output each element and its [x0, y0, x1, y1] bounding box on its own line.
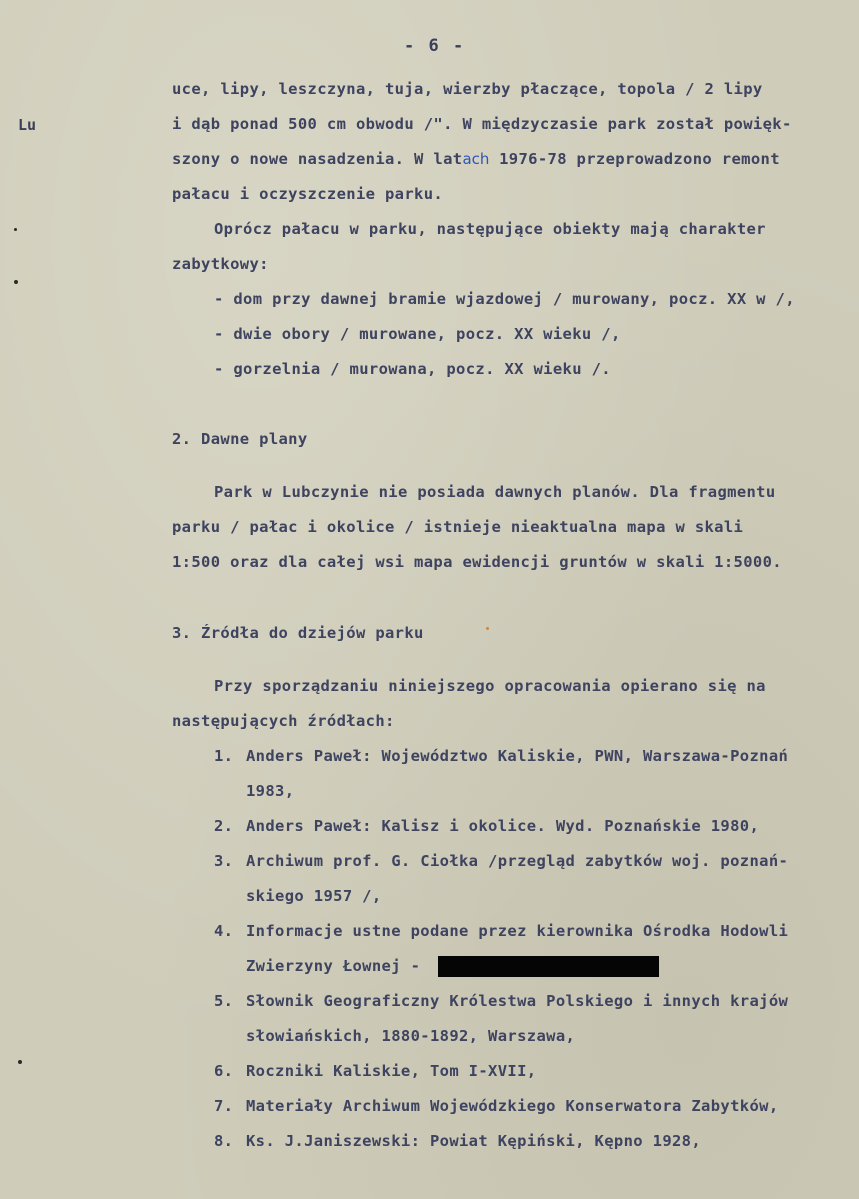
text-line: następujących źródłach: — [172, 712, 395, 730]
list-item: - gorzelnia / murowana, pocz. XX wieku /. — [214, 360, 611, 378]
text-line: pałacu i oczyszczenie parku. — [172, 185, 444, 203]
source-line: Roczniki Kaliskie, Tom I-XVII, — [246, 1062, 537, 1080]
source-line: Słownik Geograficzny Królestwa Polskiego i innych krajów — [246, 992, 789, 1010]
redaction-bar — [438, 956, 659, 977]
text-segment: szony o nowe nasadzenia. W lat — [172, 150, 463, 168]
text-line: zabytkowy: — [172, 255, 269, 273]
source-line: Materiały Archiwum Wojewódzkiego Konserwatora Zabytków, — [246, 1097, 779, 1115]
source-number: 8. — [214, 1132, 234, 1150]
page-number: - 6 - — [404, 36, 466, 56]
source-number: 5. — [214, 992, 234, 1010]
source-line: słowiańskich, 1880-1892, Warszawa, — [246, 1027, 576, 1045]
text-line: parku / pałac i okolice / istnieje nieaktualna mapa w skali — [172, 518, 744, 536]
section-heading: 2. Dawne plany — [172, 430, 308, 448]
source-number: 4. — [214, 922, 234, 940]
source-number: 2. — [214, 817, 234, 835]
source-number: 6. — [214, 1062, 234, 1080]
handwritten-correction: ach — [462, 150, 490, 168]
text-segment: 1976-78 przeprowadzono remont — [489, 150, 780, 168]
text-line: Park w Lubczynie nie posiada dawnych planów. Dla fragmentu — [214, 483, 776, 501]
source-number: 3. — [214, 852, 234, 870]
source-line: Archiwum prof. G. Ciołka /przegląd zabytków woj. poznań- — [246, 852, 789, 870]
source-line: Anders Paweł: Województwo Kaliskie, PWN, Warszawa-Poznań — [246, 747, 789, 765]
text-line: Oprócz pałacu w parku, następujące obiekty mają charakter — [214, 220, 766, 238]
source-line: Ks. J.Janiszewski: Powiat Kępiński, Kępno 1928, — [246, 1132, 702, 1150]
source-line: Informacje ustne podane przez kierownika Ośrodka Hodowli — [246, 922, 789, 940]
source-line: Zwierzyny Łownej - — [246, 957, 421, 975]
list-item: - dwie obory / murowane, pocz. XX wieku /, — [214, 325, 621, 343]
list-item: - dom przy dawnej bramie wjazdowej / murowany, pocz. XX w /, — [214, 290, 795, 308]
source-line: Anders Paweł: Kalisz i okolice. Wyd. Poznańskie 1980, — [246, 817, 760, 835]
source-number: 1. — [214, 747, 234, 765]
source-number: 7. — [214, 1097, 234, 1115]
margin-note: Lu — [18, 116, 37, 134]
text-line: 1:500 oraz dla całej wsi mapa ewidencji gruntów w skali 1:5000. — [172, 553, 782, 571]
text-line: Przy sporządzaniu niniejszego opracowania opierano się na — [214, 677, 766, 695]
section-heading: 3. Źródła do dziejów parku — [172, 624, 424, 642]
paper-speck — [14, 280, 18, 284]
source-line: skiego 1957 /, — [246, 887, 382, 905]
text-line — [172, 150, 780, 168]
source-line: 1983, — [246, 782, 295, 800]
text-line: uce, lipy, leszczyna, tuja, wierzby płaczące, topola / 2 lipy — [172, 80, 763, 98]
text-line: i dąb ponad 500 cm obwodu /". W międzyczasie park został powięk- — [172, 115, 792, 133]
paper-speck — [18, 1060, 22, 1064]
paper-speck — [486, 627, 489, 630]
paper-speck — [14, 228, 17, 231]
